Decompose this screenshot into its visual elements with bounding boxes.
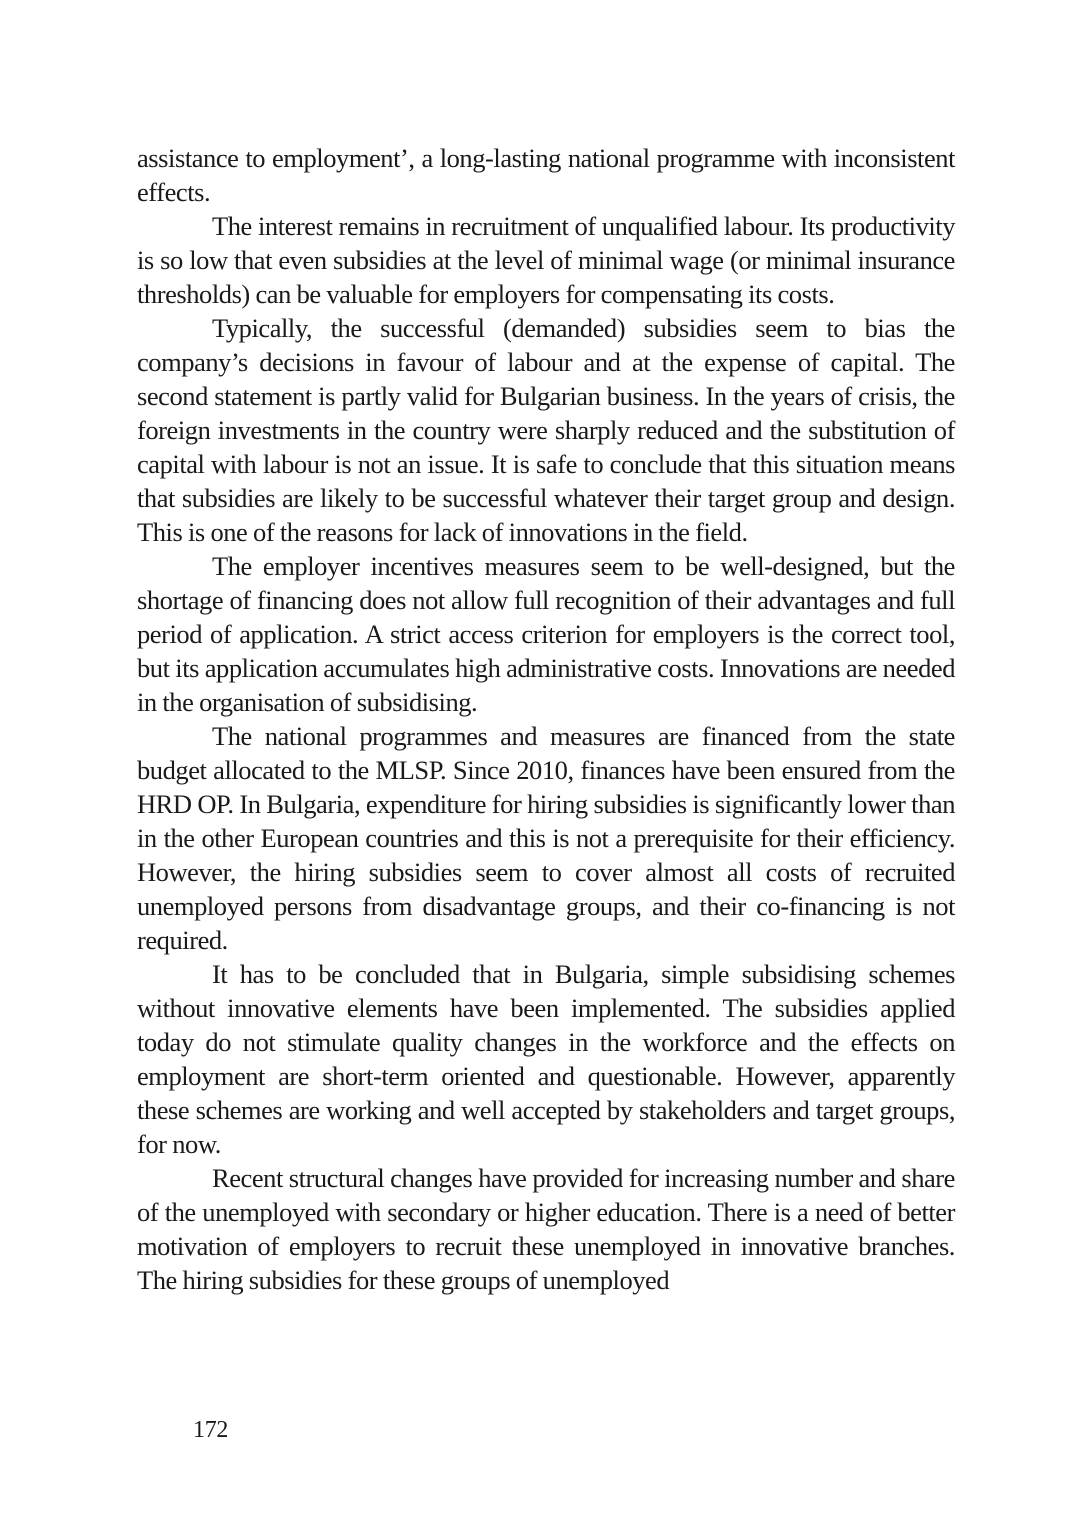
paragraph-conclusion: It has to be concluded that in Bulgaria, simple subsidising schemes without innovative elements have been implemented. The subsidies applied today do not stimulate quality changes in the workforce and the effects on employment are short-term oriented and questionable. However, apparently these schemes are working and well accepted by stakeholders and target groups, for now.: [137, 959, 955, 1159]
paragraph-financing: The national programmes and measures are financed from the state budget allocated to the MLSP. Since 2010, finances have been ensured from the HRD OP. In Bulgaria, expenditure for hiring subsidies is significantly lower than in the other European countries and this is not a prerequisite for their efficiency. However, the hiring subsidies seem to cover almost all costs of recruited unemployed persons from disadvantage groups, and their co-financing is not required.: [137, 721, 955, 955]
paragraph-unqualified-labour: The interest remains in recruitment of unqualified labour. Its productivity is so low that even subsidies at the level of minimal wage (or minimal insurance thresholds) can be valuable for employers for compensating its costs.: [137, 211, 955, 309]
paragraph-structural-changes: Recent structural changes have provided for increasing number and share of the unemployed with secondary or higher education. There is a need of better motivation of employers to recruit these unemployed in innovative branches. The hiring subsidies for these groups of unemployed: [137, 1163, 955, 1295]
page-number: 172: [193, 1417, 229, 1443]
paragraph-subsidies-bias: Typically, the successful (demanded) subsidies seem to bias the company’s decisions in favour of labour and at the expense of capital. The second statement is partly valid for Bulgarian business. In the years of crisis, the foreign investments in the country were sharply reduced and the substitution of capital with labour is not an issue. It is safe to conclude that this situation means that subsidies are likely to be successful whatever their target group and design. This is one of the reasons for lack of innovations in the field.: [137, 313, 955, 547]
page-body: [137, 141, 955, 1297]
paragraph-employer-incentives: The employer incentives measures seem to be well-designed, but the shortage of financing does not allow full recognition of their advantages and full period of application. A strict access criterion for employers is the correct tool, but its application accumulates high administrative costs. Innovations are needed in the organisation of subsidising.: [137, 551, 955, 717]
paragraph-continued-from-previous-page: assistance to employment’, a long-lasting national programme with inconsistent effects.: [137, 143, 955, 207]
